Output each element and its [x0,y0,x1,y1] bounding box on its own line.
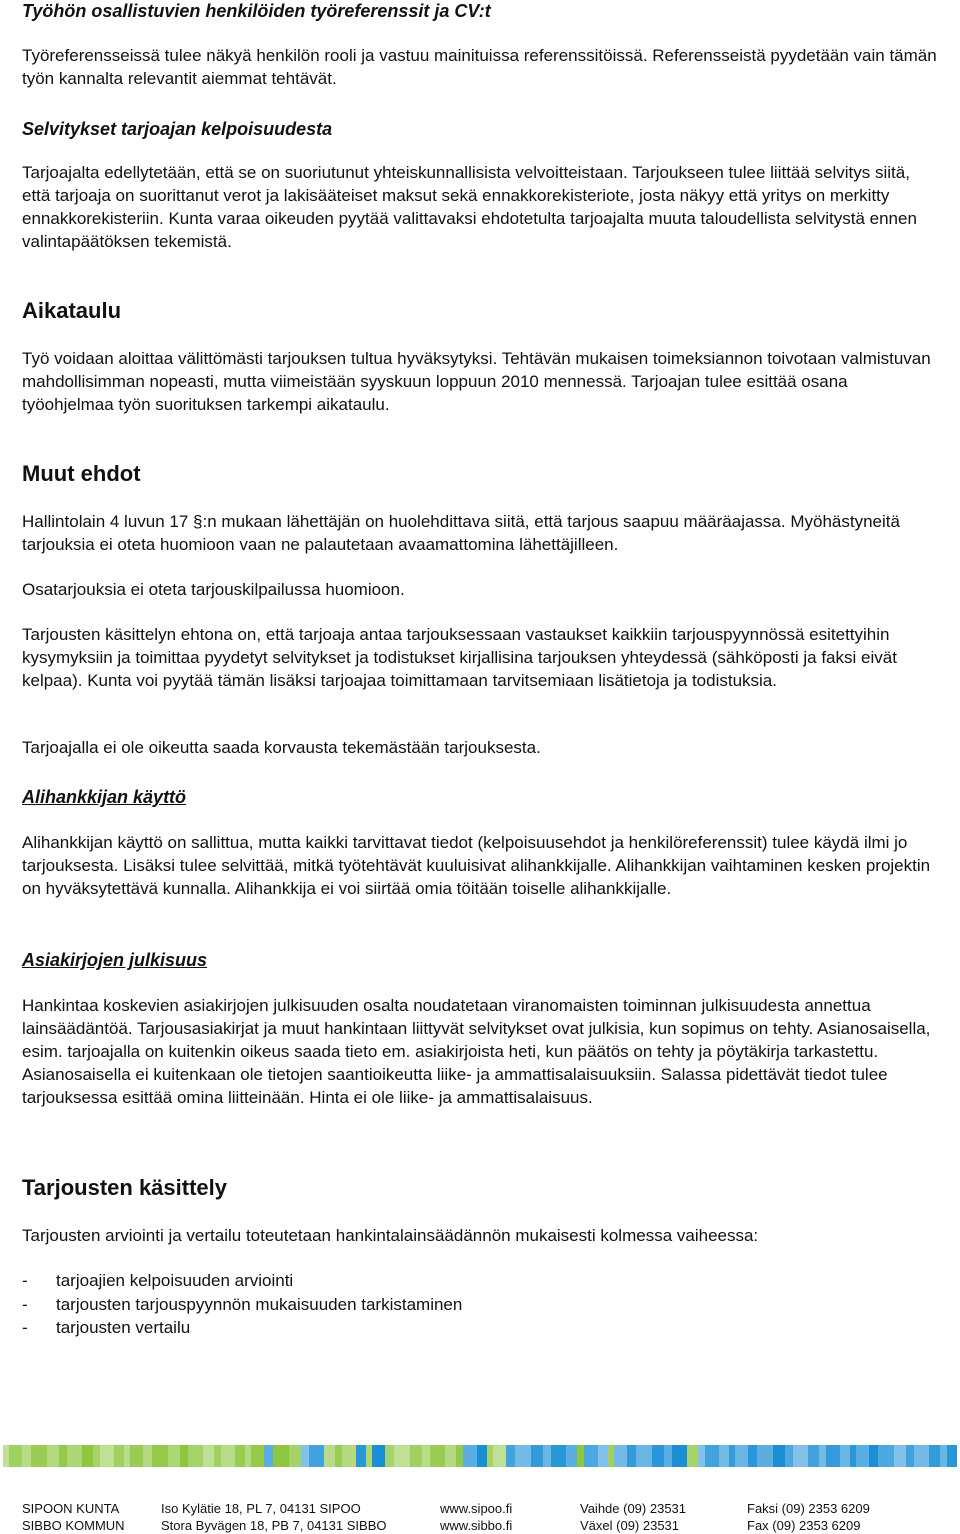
band-segment [735,1445,748,1467]
band-segment [456,1445,463,1467]
band-segment [477,1445,487,1467]
band-segment [342,1445,356,1467]
qualification-heading: Selvitykset tarjoajan kelpoisuudesta [22,119,333,139]
band-segment [430,1445,445,1467]
band-segment [531,1445,543,1467]
footer-phone: Vaihde (09) 23531 Växel (09) 23531 [580,1501,687,1533]
band-segment [826,1445,840,1467]
publicity-paragraph: Hankintaa koskevien asiakirjojen julkisuuden osalta noudatetaan viranomaisten toiminnan julkisuudesta annettua lainsäädäntöä. Tarjousasiakirjat ja muut hankintaan liittyvät selvitykset ovat julkisia, kun sopimus on tehty. Asianosaisella, esim. tarjoajalla on kuitenkin oikeus saada tieto em. asiakirjoista heti, kun päätös on tehty ja pöytäkirja tarkastettu. Asianosaisella ei kuitenkaan ole tietojen saantioikeutta liike- ja ammattisalaisuuksiin. Salassa pidettävät tiedot tulee tarjouksessa esittää omina liitteinään. Hinta ei ole liike- ja ammattisalaisuus. [22,996,931,1107]
band-segment [840,1445,850,1467]
band-segment [598,1445,608,1467]
band-segment [203,1445,214,1467]
band-segment [309,1445,324,1467]
band-segment [627,1445,636,1467]
band-segment [698,1445,705,1467]
band-segment [59,1445,67,1467]
band-segment [705,1445,719,1467]
band-segment [251,1445,264,1467]
band-segment [143,1445,152,1467]
references-heading: Työhön osallistuvien henkilöiden työreferenssit ja CV:t [22,1,491,21]
qualification-paragraph: Tarjoajalta edellytetään, että se on suoriutunut yhteiskunnallisista velvoitteistaan. Tarjoukseen tulee liittää selvitys siitä, että tarjoaja on suorittanut verot ja lakisääteiset maksut sekä ennakkorekisteriote, josta näkyy että yritys on merkitty ennakkorekisteriin. Kunta varaa oikeuden pyytää valittavaksi ehdotetulta tarjoajalta muuta taloudellista selvitystä ennen valintapäätöksen tekemistä. [22,163,917,251]
band-segment [914,1445,929,1467]
band-segment [785,1445,793,1467]
band-segment [372,1445,385,1467]
band-segment [9,1445,22,1467]
band-segment [506,1445,515,1467]
website-link-fi[interactable]: www.sipoo.fi [440,1501,513,1516]
band-segment [301,1445,309,1467]
band-segment [214,1445,221,1467]
processing-phase-list [22,1269,462,1340]
band-segment [221,1445,235,1467]
list-item: - tarjousten vertailu [22,1316,462,1340]
subcontractor-paragraph: Alihankkijan käyttö on sallittua, mutta kaikki tarvittavat tiedot (kelpoisuusehdot ja henkilöreferenssit) tulee käydä ilmi jo tarjouksesta. Lisäksi tulee selvittää, mitkä työtehtävät kuuluisivat alihankkijalle. Alihankkijan vaihtaminen kesken projektin on hyväksytettävä kunnalla. Alihankkija ei voi siirtää omia töitään toiselle alihankkijalle. [22,833,931,898]
band-segment [31,1445,47,1467]
band-segment [394,1445,410,1467]
band-segment [551,1445,566,1467]
processing-paragraph: Tarjousten arviointi ja vertailu toteutetaan hankintalainsäädännön mukaisesti kolmessa vaiheessa: [22,1226,759,1245]
band-segment [114,1445,124,1467]
other-terms-paragraph-4: Tarjoajalla ei ole oikeutta saada korvausta tekemästään tarjouksesta. [22,738,541,757]
band-segment [47,1445,59,1467]
band-segment [188,1445,203,1467]
band-segment [757,1445,773,1467]
footer-address: Iso Kylätie 18, PL 7, 04131 SIPOO Stora Byvägen 18, PB 7, 04131 SIBBO [161,1501,387,1533]
band-segment [152,1445,168,1467]
band-segment [180,1445,188,1467]
footer-municipality-name: SIPOON KUNTA SIBBO KOMMUN [22,1501,125,1533]
band-segment [584,1445,598,1467]
schedule-paragraph: Työ voidaan aloittaa välittömästi tarjouksen tultua hyväksytyksi. Tehtävän mukaisen toimeksiannon toivotaan valmistuvan mahdollisimman nopeasti, mutta viimeistään syyskuun loppuun 2010 mennessä. Tarjoajan tulee esittää osana työohjelmaa työn suorituksen tarkempi aikataulu. [22,349,931,414]
band-segment [422,1445,430,1467]
footer-fax: Faksi (09) 2353 6209 Fax (09) 2353 6209 [747,1501,870,1533]
band-segment [493,1445,506,1467]
band-segment [577,1445,584,1467]
other-terms-paragraph-3: Tarjousten käsittelyn ehtona on, että tarjoaja antaa tarjouksessaan vastaukset kaikkiin tarjouspyynnössä esitettyihin kysymyksiin ja toimittaa pyydetyt selvitykset ja todistukset kirjallisina tarjouksen yhteydessä (sähköposti ja faksi eivät kelpaa). Kunta voi pyytää tämän lisäksi tarjoajaa toimittamaan tarvitsemiaan lisätietoja ja todistuksia. [22,625,897,690]
band-segment [687,1445,698,1467]
band-segment [289,1445,301,1467]
band-segment [22,1445,31,1467]
band-segment [385,1445,394,1467]
band-segment [463,1445,477,1467]
band-segment [235,1445,245,1467]
band-segment [719,1445,729,1467]
band-segment [947,1445,957,1467]
band-segment [100,1445,114,1467]
band-segment [168,1445,180,1467]
other-terms-paragraph-2: Osatarjouksia ei oteta tarjouskilpailussa huomioon. [22,580,405,599]
band-segment [614,1445,627,1467]
band-segment [324,1445,335,1467]
band-segment [929,1445,940,1467]
band-segment [672,1445,687,1467]
list-item: - tarjousten tarjouspyynnön mukaisuuden tarkistaminen [22,1293,462,1317]
list-item: - tarjoajien kelpoisuuden arviointi [22,1269,462,1293]
processing-heading: Tarjousten käsittely [22,1175,227,1200]
publicity-heading: Asiakirjojen julkisuus [22,950,208,970]
subcontractor-heading: Alihankkijan käyttö [22,787,187,807]
footer-decorative-band [3,1445,957,1467]
band-segment [856,1445,869,1467]
website-link-sv[interactable]: www.sibbo.fi [440,1518,513,1533]
band-segment [652,1445,664,1467]
band-segment [93,1445,100,1467]
band-segment [273,1445,289,1467]
schedule-heading: Aikataulu [22,298,122,323]
references-paragraph: Työreferensseissä tulee näkyä henkilön rooli ja vastuu mainituissa referenssitöissä. Referensseistä pyydetään vain tämän työn kannalta relevantit aiemmat tehtävät. [22,46,937,88]
band-segment [808,1445,819,1467]
band-segment [878,1445,894,1467]
band-segment [130,1445,143,1467]
other-terms-paragraph-1: Hallintolain 4 luvun 17 §:n mukaan lähettäjän on huolehdittava siitä, että tarjous saapuu määräajassa. Myöhästyneitä tarjouksia ei oteta huomioon vaan ne palautetaan avaamattomina lähettäjilleen. [22,512,900,554]
band-segment [869,1445,878,1467]
band-segment [543,1445,551,1467]
footer-website [440,1500,512,1534]
band-segment [664,1445,672,1467]
band-segment [445,1445,456,1467]
band-segment [819,1445,826,1467]
band-segment [410,1445,422,1467]
other-terms-heading: Muut ehdot [22,461,141,486]
band-segment [906,1445,914,1467]
band-segment [264,1445,273,1467]
band-segment [940,1445,947,1467]
band-segment [566,1445,577,1467]
band-segment [335,1445,342,1467]
band-segment [515,1445,531,1467]
band-segment [894,1445,906,1467]
band-segment [356,1445,366,1467]
band-segment [636,1445,652,1467]
band-segment [82,1445,93,1467]
band-segment [748,1445,757,1467]
band-segment [793,1445,808,1467]
band-segment [773,1445,785,1467]
band-segment [67,1445,82,1467]
